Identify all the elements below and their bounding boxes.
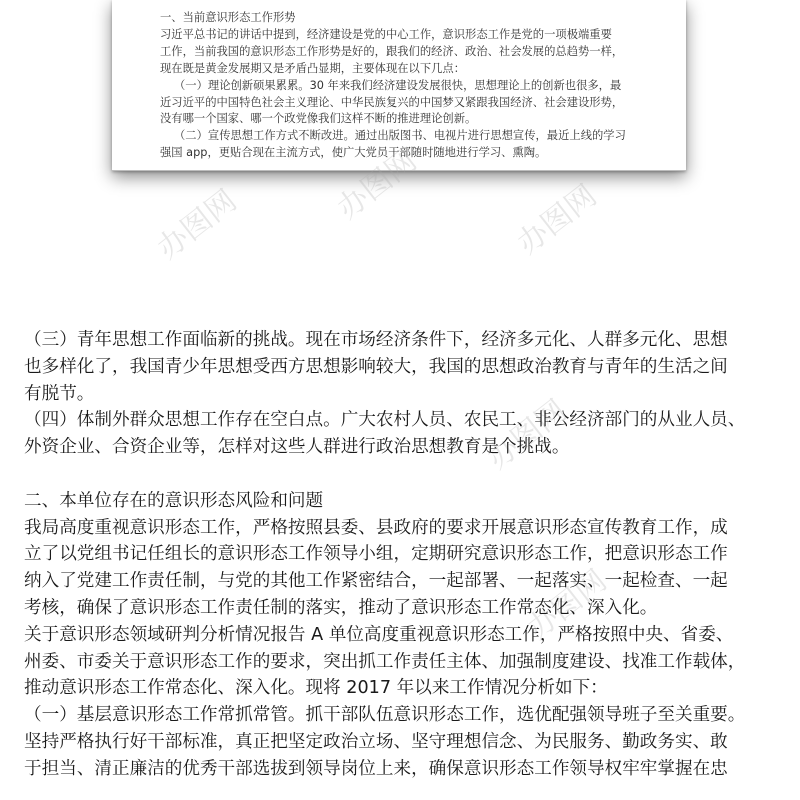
paragraph-gap bbox=[24, 461, 784, 488]
document-body bbox=[24, 327, 784, 783]
body-line: 坚持严格执行好干部标准，真正把坚定政治立场、坚守理想信念、为民服务、勤政务实、敢 bbox=[24, 731, 728, 752]
watermark: 办图网 bbox=[510, 178, 604, 262]
body-line: 外资企业、合资企业等，怎样对这些人群进行政治思想教育是个挑战。 bbox=[24, 437, 570, 458]
body-line: （四）体制外群众思想工作存在空白点。广大农村人员、农民工、非公经济部门的从业人员、 bbox=[24, 410, 746, 431]
preview-line: 近习近平的中国特色社会主义理论、中华民族复兴的中国梦又紧跟我国经济、社会建设形势， bbox=[160, 95, 624, 109]
body-line: 我局高度重视意识形态工作，严格按照县委、县政府的要求开展意识形态宣传教育工作，成 bbox=[24, 517, 728, 538]
preview-line: 没有哪一个国家、哪一个政党像我们这样不断的推进理论创新。 bbox=[160, 112, 477, 126]
preview-line: 习近平总书记的讲话中提到，经济建设是党的中心工作，意识形态工作是党的一项极端重要 bbox=[160, 27, 612, 41]
preview-line: 工作，当前我国的意识形态工作形势是好的，跟我们的经济、政治、社会发展的总趋势一样， bbox=[160, 44, 624, 58]
body-line: 考核，确保了意识形态工作责任制的落实，推动了意识形态工作常态化、深入化。 bbox=[24, 597, 658, 618]
preview-text-block bbox=[160, 10, 650, 162]
preview-line: （二）宣传思想工作方式不断改进。通过出版图书、电视片进行思想宣传，最近上线的学习 bbox=[174, 129, 626, 143]
body-line: 州委、市委关于意识形态工作的要求，突出抓工作责任主体、加强制度建设、找准工作载体， bbox=[24, 651, 746, 672]
watermark: 办图网 bbox=[520, 563, 614, 647]
body-line: （三）青年思想工作面临新的挑战。现在市场经济条件下，经济多元化、人群多元化、思想 bbox=[24, 330, 728, 350]
preview-line: 强国 app，更贴合现在主流方式，使广大党员干部随时随地进行学习、熏陶。 bbox=[160, 146, 547, 160]
body-line: 也多样化了，我国青少年思想受西方思想影响较大，我国的思想政治教育与青年的生活之间 bbox=[24, 356, 728, 377]
body-line: （一）基层意识形态工作常抓常管。抓干部队伍意识形态工作，选优配强领导班子至关重要。 bbox=[24, 705, 746, 726]
preview-heading: 一、当前意识形态工作形势 bbox=[160, 11, 296, 24]
document-preview-card bbox=[112, 0, 686, 171]
body-line: 有脱节。 bbox=[24, 383, 95, 404]
watermark: 办图网 bbox=[150, 183, 244, 267]
body-line: 关于意识形态领域研判分析情况报告 A 单位高度重视意识形态工作，严格按照中央、省委、 bbox=[24, 624, 734, 645]
preview-line: 现在既是黄金发展期又是矛盾凸显期，主要体现在以下几点： bbox=[160, 61, 466, 75]
body-line: 于担当、清正廉洁的优秀干部选拔到领导岗位上来，确保意识形态工作领导权牢牢掌握在忠 bbox=[24, 758, 728, 779]
body-line: 推动意识形态工作常态化、深入化。现将 2017 年以来工作情况分析如下： bbox=[24, 678, 608, 699]
body-line: 纳入了党建工作责任制，与党的其他工作紧密结合，一起部署、一起落实、一起检查、一起 bbox=[24, 571, 728, 592]
watermark: 办图网 bbox=[330, 143, 424, 227]
section-heading: 二、本单位存在的意识形态风险和问题 bbox=[24, 490, 324, 511]
watermark: 办图网 bbox=[480, 393, 574, 477]
preview-line: （一）理论创新硕果累累。30 年来我们经济建设发展很快，思想理论上的创新也很多，最 bbox=[174, 78, 622, 92]
body-line: 立了以党组书记任组长的意识形态工作领导小组，定期研究意识形态工作，把意识形态工作 bbox=[24, 544, 728, 565]
